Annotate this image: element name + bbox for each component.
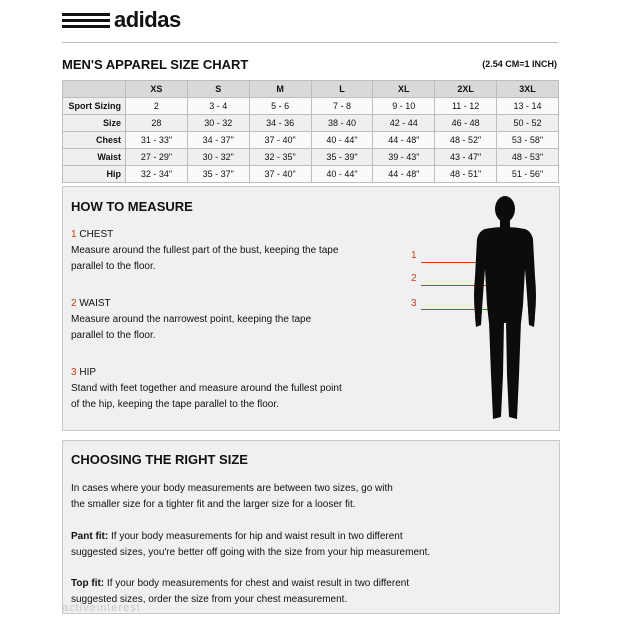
size-cell: 37 - 40" [249,132,311,149]
row-label: Waist [63,149,126,166]
measure-heading: HOW TO MEASURE [71,199,193,214]
row-label: Chest [63,132,126,149]
size-cell: 39 - 43" [373,149,435,166]
size-header: S [187,81,249,98]
brand-name: adidas [114,7,181,32]
size-cell: 30 - 32 [187,115,249,132]
size-cell: 43 - 47" [435,149,497,166]
pant-fit-text: suggested sizes, you're better off going with the size from your hip measurement. [71,547,431,558]
measure-item-chest-text: Measure around the fullest part of the bust, keeping the tape [71,245,339,256]
measure-item-waist-text: Measure around the narrowest point, keeping the tape [71,314,312,325]
size-cell: 31 - 33" [126,132,188,149]
watermark: activeinterest [62,602,141,614]
size-cell: 9 - 10 [373,98,435,115]
measure-item-hip-title: 3 HIP [71,367,97,378]
size-row-sport-sizing [63,98,559,115]
measure-item-chest-text: parallel to the floor. [71,261,156,272]
size-cell: 40 - 44" [311,166,373,183]
size-row-chest [63,132,559,149]
size-header: L [311,81,373,98]
size-cell: 50 - 52 [497,115,559,132]
size-cell: 32 - 34" [126,166,188,183]
chart-title: MEN'S APPAREL SIZE CHART [62,57,249,72]
size-cell: 11 - 12 [435,98,497,115]
waist-marker-label: 2 [411,273,417,284]
size-cell: 5 - 6 [249,98,311,115]
body-silhouette-icon [455,195,555,425]
row-label: Size [63,115,126,132]
size-cell: 34 - 37" [187,132,249,149]
size-header: 3XL [497,81,559,98]
choosing-size-panel [62,440,560,614]
size-cell: 42 - 44 [373,115,435,132]
size-cell: 48 - 52" [435,132,497,149]
size-row-size [63,115,559,132]
size-cell: 27 - 29" [126,149,188,166]
size-cell: 51 - 56" [497,166,559,183]
size-row-hip [63,166,559,183]
size-cell: 32 - 35" [249,149,311,166]
pant-fit-line: Pant fit: If your body measurements for hip and waist result in two different [71,531,403,542]
size-header: XL [373,81,435,98]
stripes-icon [62,13,110,31]
corner-cell [63,81,126,98]
size-cell: 2 [126,98,188,115]
size-header: 2XL [435,81,497,98]
top-fit-text: suggested sizes, order the size from your chest measurement. [71,594,348,605]
choosing-intro: In cases where your body measurements are between two sizes, go with [71,483,393,494]
size-cell: 13 - 14 [497,98,559,115]
size-cell: 46 - 48 [435,115,497,132]
chest-marker-label: 1 [411,250,417,261]
size-cell: 44 - 48" [373,166,435,183]
size-cell: 37 - 40" [249,166,311,183]
size-cell: 40 - 44" [311,132,373,149]
measure-item-waist-title: 2 WAIST [71,298,111,309]
how-to-measure-panel [62,186,560,431]
pant-fit-label: Pant fit: [71,531,109,542]
size-cell: 53 - 58" [497,132,559,149]
choosing-intro: the smaller size for a tighter fit and the larger size for a looser fit. [71,499,356,510]
size-header: XS [126,81,188,98]
size-cell: 44 - 48" [373,132,435,149]
chart-unit-note: (2.54 CM=1 INCH) [482,59,557,69]
choosing-heading: CHOOSING THE RIGHT SIZE [71,452,248,467]
size-header: M [249,81,311,98]
hip-marker-label: 3 [411,298,417,309]
size-header-row [63,81,559,98]
size-cell: 3 - 4 [187,98,249,115]
row-label: Hip [63,166,126,183]
size-row-waist [63,149,559,166]
size-table [62,80,559,183]
header-divider [62,42,558,43]
row-label: Sport Sizing [63,98,126,115]
size-cell: 34 - 36 [249,115,311,132]
measure-item-chest-title: 1 CHEST [71,229,114,240]
size-cell: 30 - 32" [187,149,249,166]
size-cell: 35 - 37" [187,166,249,183]
size-cell: 38 - 40 [311,115,373,132]
size-cell: 35 - 39" [311,149,373,166]
measure-item-waist-text: parallel to the floor. [71,330,156,341]
top-fit-label: Top fit: [71,578,105,589]
size-cell: 7 - 8 [311,98,373,115]
top-fit-line: Top fit: If your body measurements for chest and waist result in two different [71,578,410,589]
measure-item-hip-text: of the hip, keeping the tape parallel to the floor. [71,399,279,410]
size-cell: 28 [126,115,188,132]
measure-item-hip-text: Stand with feet together and measure around the fullest point [71,383,342,394]
size-cell: 48 - 53" [497,149,559,166]
size-cell: 48 - 51" [435,166,497,183]
